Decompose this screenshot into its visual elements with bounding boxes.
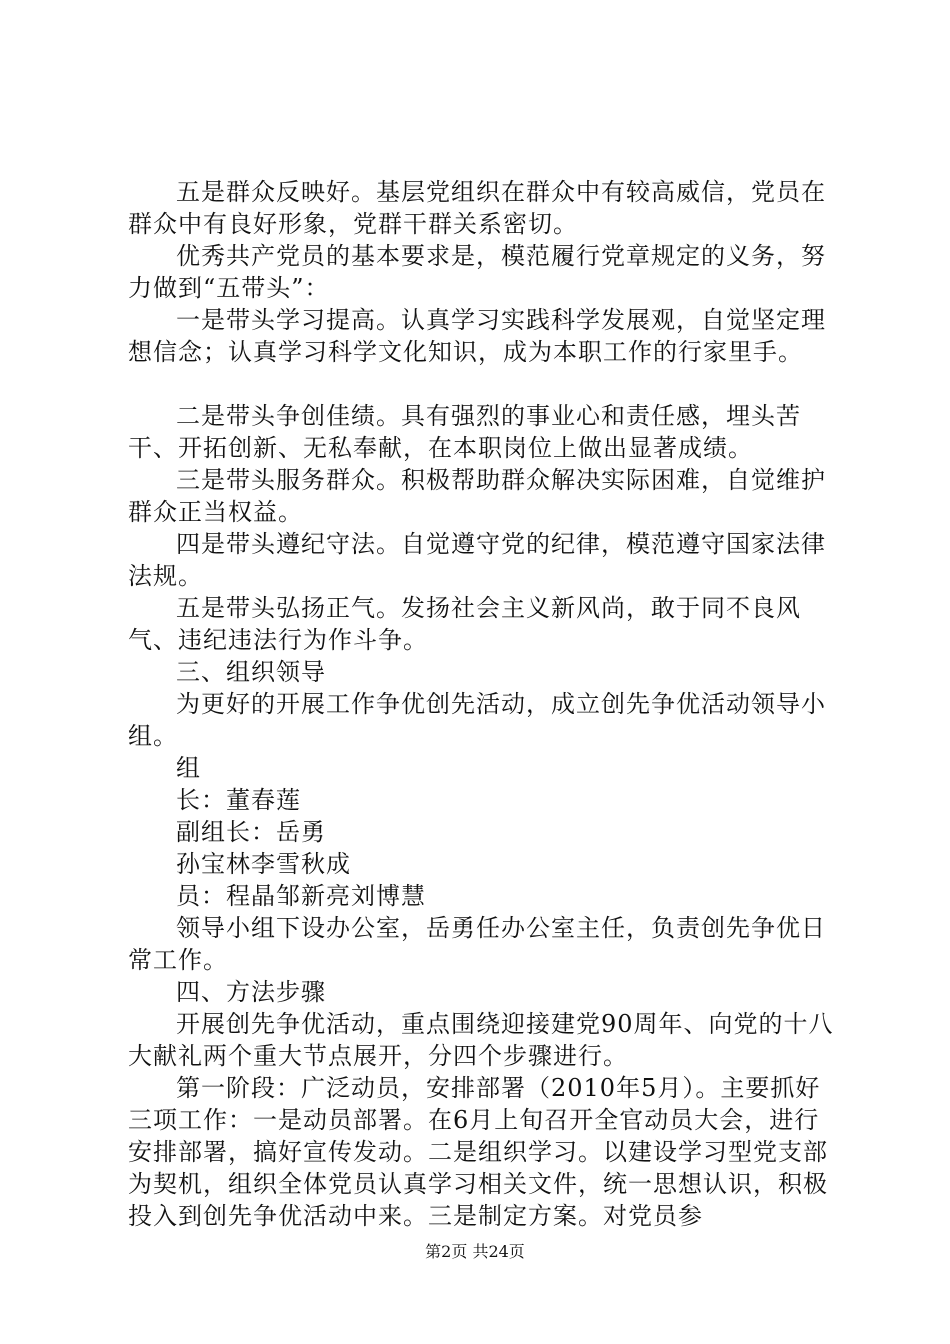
paragraph-phase-one: 第一阶段：广泛动员，安排部署（2010年5月）。主要抓好三项工作：一是动员部署。在6月上旬召开全官动员大会，进行安排部署，搞好宣传发动。二是组织学习。以建设学习型党支部为契机，组织全体党员认真学习相关文件，统一思想认识，积极投入到创先争优活动中来。三是制定方案。对党员参 [128,1074,828,1230]
paragraph-lead-righteousness: 五是带头弘扬正气。发扬社会主义新风尚，敢于同不良风气、违纪违法行为作斗争。 [128,594,801,654]
document-body [128,176,840,1232]
page-number-footer: 第2页 共24页 [425,1242,525,1261]
paragraph-lead-achievement: 二是带头争创佳绩。具有强烈的事业心和责任感，埋头苦干、开拓创新、无私奉献，在本职岗位上做出显著成绩。 [128,402,801,462]
roster-line-2: 长：董春莲 [176,786,301,814]
roster-line-5: 员：程晶邹新亮刘博慧 [176,882,426,910]
roster-line-1: 组 [176,754,201,782]
paragraph-leadership-group: 为更好的开展工作争优创先活动，成立创先争优活动领导小组。 [128,690,826,750]
paragraph-masses-feedback: 五是群众反映好。基层党组织在群众中有较高威信，党员在群众中有良好形象，党群干群关系密切。 [128,178,826,238]
paragraph-basic-requirements: 优秀共产党员的基本要求是，模范履行党章规定的义务，努力做到“五带头”： [128,242,826,302]
paragraph-lead-law: 四是带头遵纪守法。自觉遵守党的纪律，模范遵守国家法律法规。 [128,530,826,590]
section-heading-leadership: 三、组织领导 [176,658,326,686]
paragraph-lead-study: 一是带头学习提高。认真学习实践科学发展观，自觉坚定理想信念；认真学习科学文化知识，成为本职工作的行家里手。 [128,306,826,366]
paragraph-office: 领导小组下设办公室，岳勇任办公室主任，负责创先争优日常工作。 [128,914,826,974]
section-heading-steps: 四、方法步骤 [176,978,326,1006]
paragraph-lead-service: 三是带头服务群众。积极帮助群众解决实际困难，自觉维护群众正当权益。 [128,466,826,526]
roster-line-4: 孙宝林李雪秋成 [176,850,351,878]
roster-line-3: 副组长：岳勇 [176,818,326,846]
paragraph-steps-intro: 开展创先争优活动，重点围绕迎接建党90周年、向党的十八大献礼两个重大节点展开，分四个步骤进行。 [128,1010,834,1070]
